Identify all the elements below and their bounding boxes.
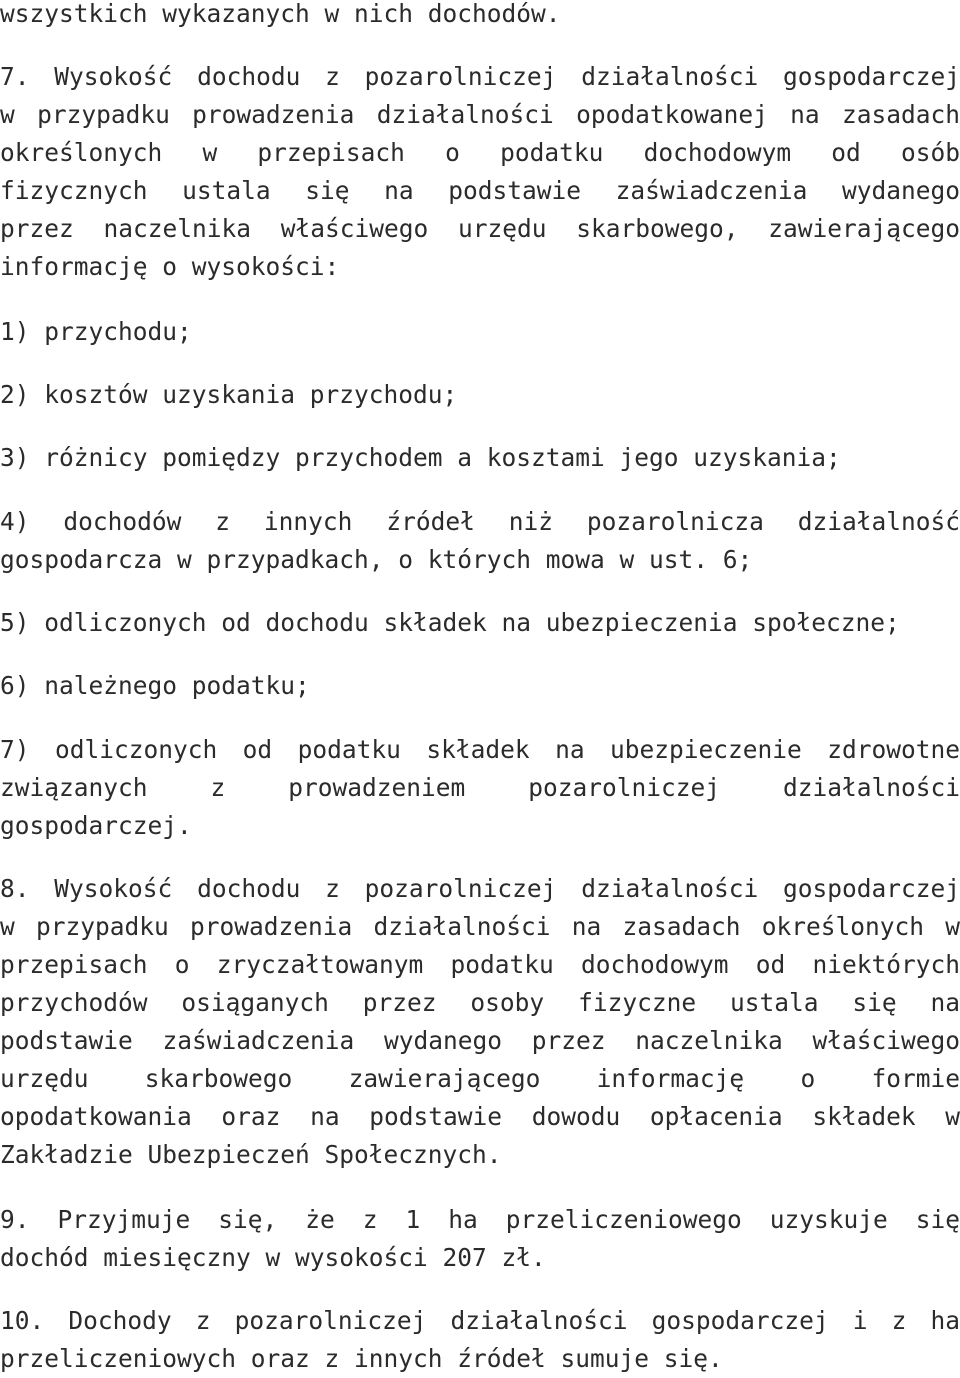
text-line: gospodarczej. [0, 811, 192, 840]
text-line: Zakładzie Ubezpieczeń Społecznych. [0, 1140, 502, 1169]
text-line: 2) kosztów uzyskania przychodu; [0, 380, 458, 409]
text-line: w przypadku prowadzenia działalności opodatkowanej na zasadach [0, 100, 960, 129]
text-line: opodatkowania oraz na podstawie dowodu opłacenia składek w [0, 1102, 960, 1131]
text-line: 7. Wysokość dochodu z pozarolniczej działalności gospodarczej [0, 62, 960, 91]
text-line: wszystkich wykazanych w nich dochodów. [0, 0, 561, 28]
list-item-6 [0, 667, 960, 705]
text-line: 7) odliczonych od podatku składek na ubezpieczenie zdrowotne [0, 735, 960, 764]
text-line: przychodów osiąganych przez osoby fizyczne ustala się na [0, 988, 960, 1017]
list-item-5 [0, 604, 960, 642]
paragraph-9 [0, 1201, 960, 1277]
text-line: w przypadku prowadzenia działalności na zasadach określonych w [0, 912, 960, 941]
text-line: 10. Dochody z pozarolniczej działalności gospodarczej i z ha [0, 1306, 960, 1335]
text-line: gospodarcza w przypadkach, o których mowa w ust. 6; [0, 545, 753, 574]
text-line: związanych z prowadzeniem pozarolniczej działalności [0, 773, 960, 802]
text-line: przez naczelnika właściwego urzędu skarbowego, zawierającego [0, 214, 960, 243]
list-item-4 [0, 503, 960, 579]
list-item-2 [0, 376, 960, 414]
list-item-3 [0, 439, 960, 477]
text-line: podstawie zaświadczenia wydanego przez naczelnika właściwego [0, 1026, 960, 1055]
text-line: 1) przychodu; [0, 317, 192, 346]
text-line: dochód miesięczny w wysokości 207 zł. [0, 1243, 546, 1272]
text-line: 3) różnicy pomiędzy przychodem a kosztami jego uzyskania; [0, 443, 841, 472]
paragraph-10 [0, 1302, 960, 1378]
text-line: informację o wysokości: [0, 252, 340, 281]
paragraph-7 [0, 58, 960, 286]
text-line: 8. Wysokość dochodu z pozarolniczej działalności gospodarczej [0, 874, 960, 903]
text-line: przepisach o zryczałtowanym podatku dochodowym od niektórych [0, 950, 960, 979]
paragraph-8 [0, 870, 960, 1174]
text-line: 4) dochodów z innych źródeł niż pozarolnicza działalność [0, 507, 960, 536]
text-line: urzędu skarbowego zawierającego informację o formie [0, 1064, 960, 1093]
text-line: określonych w przepisach o podatku dochodowym od osób [0, 138, 960, 167]
text-line: 6) należnego podatku; [0, 671, 310, 700]
text-line: 9. Przyjmuje się, że z 1 ha przeliczeniowego uzyskuje się [0, 1205, 960, 1234]
list-item-7 [0, 731, 960, 845]
text-line: 5) odliczonych od dochodu składek na ubezpieczenia społeczne; [0, 608, 900, 637]
text-line: fizycznych ustala się na podstawie zaświadczenia wydanego [0, 176, 960, 205]
text-line: przeliczeniowych oraz z innych źródeł sumuje się. [0, 1344, 723, 1373]
list-item-1 [0, 313, 960, 351]
paragraph-continuation [0, 0, 960, 33]
